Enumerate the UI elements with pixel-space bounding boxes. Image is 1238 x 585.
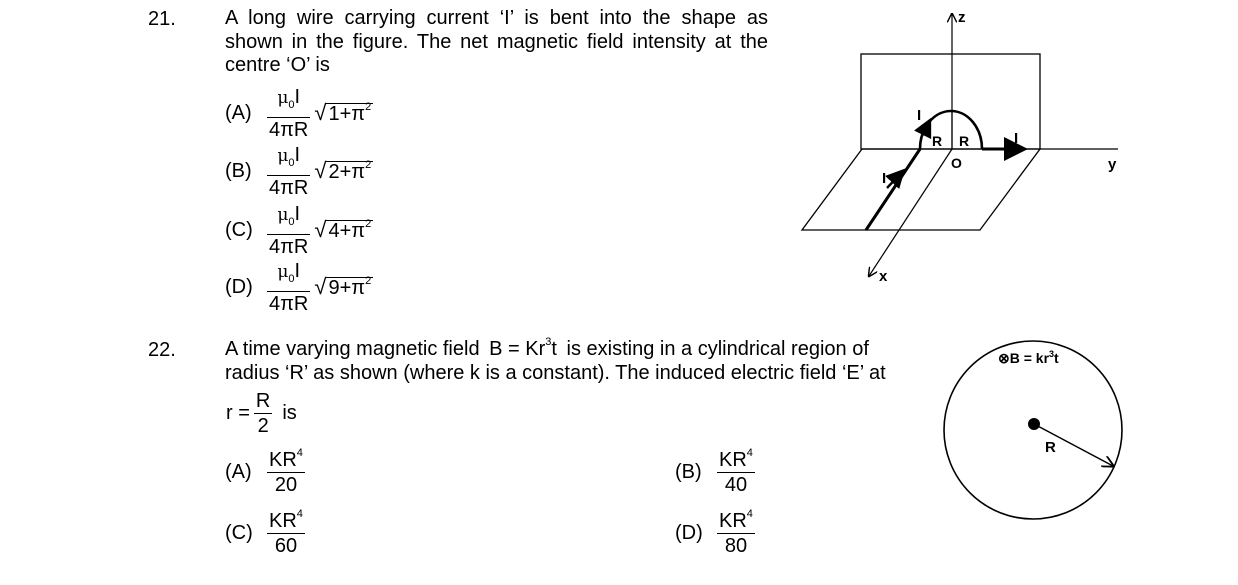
- option-label: (B): [225, 160, 252, 182]
- q22-option-c[interactable]: [225, 510, 305, 557]
- option-fraction: $\frac{KR^4}{60}$: [269, 508, 303, 557]
- r-equals-expression: r = $\frac{R}{2}$ is: [226, 390, 297, 437]
- horizontal-plane: [802, 149, 1040, 230]
- current-label-right: I: [1014, 130, 1019, 147]
- q22-cylinder-figure: [935, 335, 1135, 525]
- wire-lower: [866, 149, 920, 230]
- option-fraction: $\frac{\mu_0I}{4\pi R}$: [269, 260, 309, 315]
- option-label: (A): [225, 461, 252, 483]
- option-fraction: $\frac{KR^4}{20}$: [269, 447, 303, 496]
- q21-option-a[interactable]: [225, 86, 373, 141]
- q21-wire-figure: [790, 0, 1130, 290]
- option-label: (D): [225, 276, 253, 298]
- option-fraction: $\frac{KR^4}{40}$: [719, 447, 753, 496]
- square-root: √ $2+\pi^2$: [314, 158, 372, 183]
- square-root: √ $1+\pi^2$: [314, 100, 372, 125]
- current-label-top: I: [917, 107, 922, 124]
- radius-label: R: [1045, 439, 1056, 456]
- current-label-lower: I: [882, 170, 887, 187]
- question-22-stem-line1: A time varying magnetic field $B = Kr^3t$ is existing in a cylindrical region of: [225, 336, 869, 360]
- cylinder-region-circle: [944, 341, 1122, 519]
- option-fraction: $\frac{\mu_0I}{4\pi R}$: [269, 86, 309, 141]
- origin-label: O: [951, 155, 962, 171]
- axis-label-z: z: [958, 9, 966, 26]
- q22-option-b[interactable]: [675, 449, 755, 496]
- radius-label-right: R: [959, 133, 970, 149]
- axis-label-x: x: [879, 268, 888, 285]
- field-label: ⊗B = $kr^3t$: [998, 349, 1059, 366]
- radius-label-left: R: [932, 133, 943, 149]
- option-fraction: $\frac{KR^4}{80}$: [719, 508, 753, 557]
- current-arrow-semicircle: [922, 122, 929, 136]
- q21-option-c[interactable]: [225, 203, 373, 258]
- axis-label-y: y: [1108, 156, 1117, 173]
- q21-option-b[interactable]: [225, 144, 373, 199]
- question-22-stem-line2: radius ‘R’ as shown (where k is a constant). The induced electric field ‘E’ at: [225, 362, 886, 384]
- question-number-21: 21.: [148, 8, 176, 30]
- question-21-stem: A long wire carrying current ‘I’ is bent into the shape as shown in the figure. The net magnetic field intensity at the centre ‘O’ is: [225, 7, 768, 76]
- option-label: (C): [225, 219, 253, 241]
- q22-option-a[interactable]: [225, 449, 305, 496]
- q21-option-d[interactable]: [225, 260, 373, 315]
- option-label: (C): [225, 522, 253, 544]
- option-label: (D): [675, 522, 703, 544]
- option-label: (B): [675, 461, 702, 483]
- question-number-22: 22.: [148, 339, 176, 361]
- square-root: √ $9+\pi^2$: [314, 274, 372, 299]
- wire-semicircle: [920, 111, 982, 149]
- q22-option-d[interactable]: [675, 510, 755, 557]
- option-fraction: $\frac{\mu_0I}{4\pi R}$: [269, 203, 309, 258]
- square-root: √ $4+\pi^2$: [314, 217, 372, 242]
- option-fraction: $\frac{\mu_0I}{4\pi R}$: [269, 144, 309, 199]
- option-label: (A): [225, 102, 252, 124]
- x-axis: [869, 149, 952, 276]
